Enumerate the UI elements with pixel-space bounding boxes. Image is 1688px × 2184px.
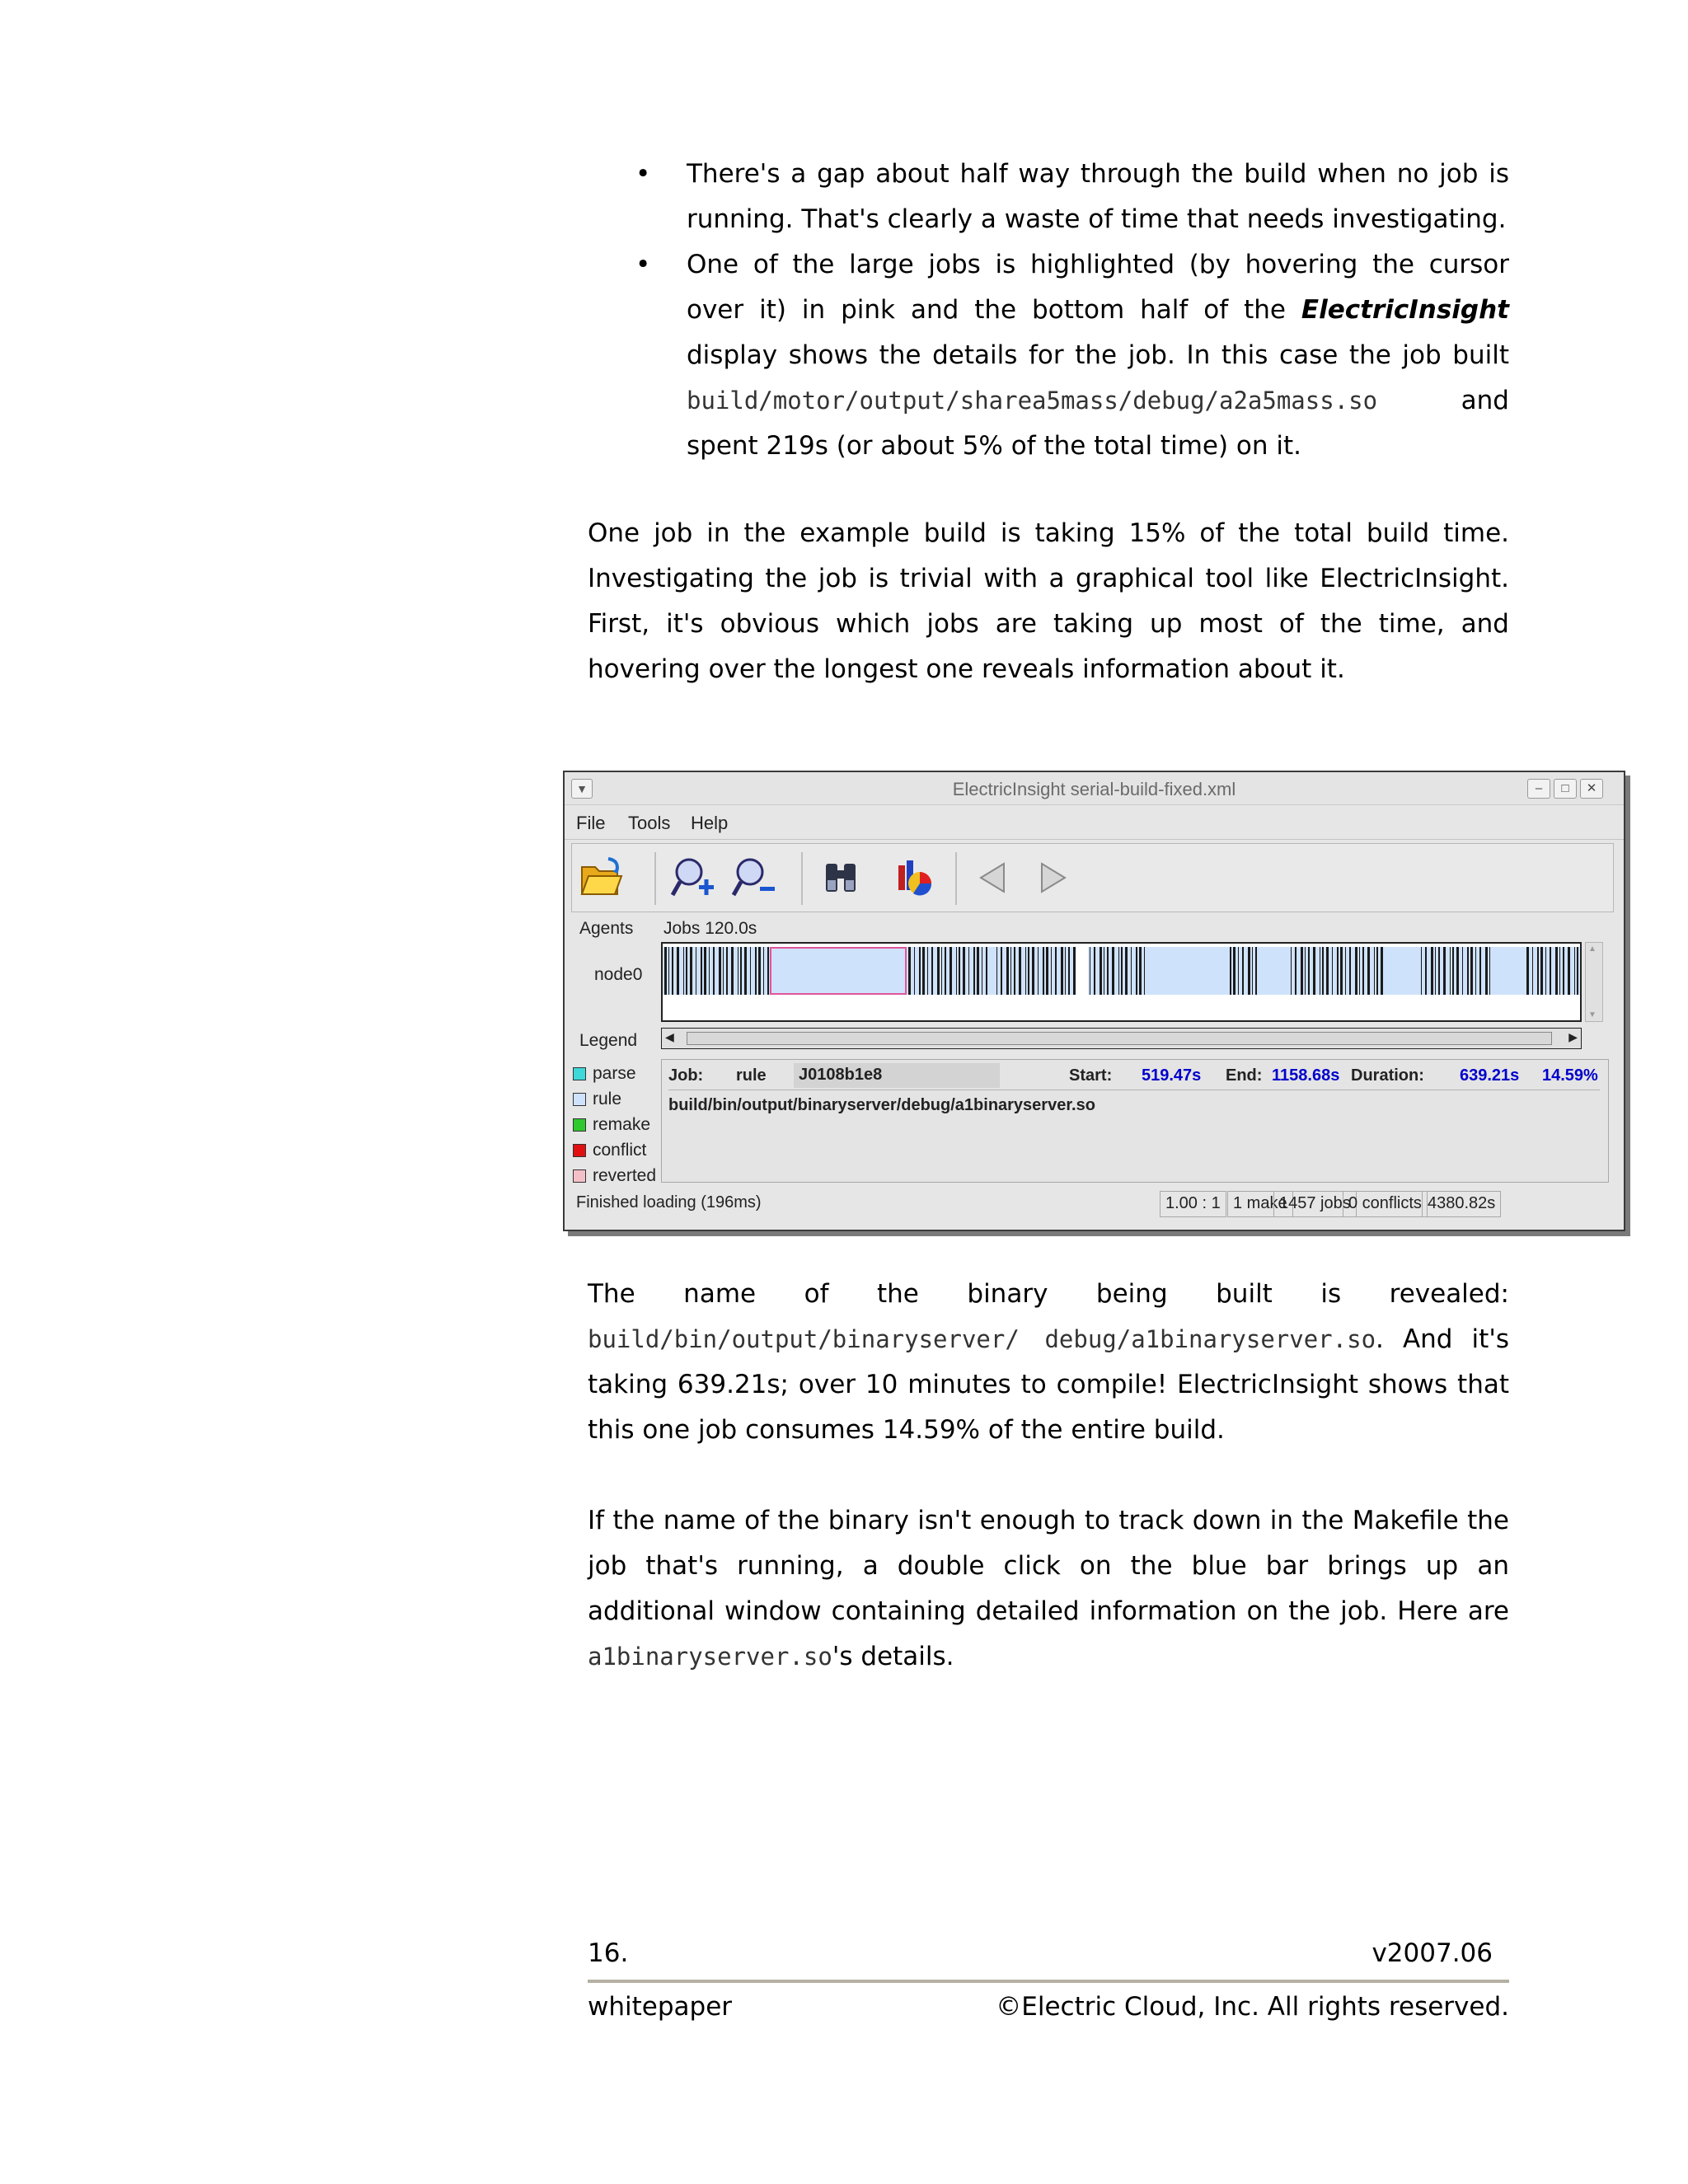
start-value: 519.47s xyxy=(1142,1066,1202,1085)
job-stripe xyxy=(1550,947,1551,995)
chart-icon[interactable] xyxy=(889,852,940,903)
page-number: 16. xyxy=(588,1938,629,1968)
node-label: node0 xyxy=(594,965,643,984)
job-stripe xyxy=(1326,947,1329,995)
bullet-list xyxy=(588,152,1509,469)
idle-gap xyxy=(1075,947,1088,995)
job-stripe xyxy=(677,947,679,995)
job-stripe xyxy=(1577,947,1578,995)
bullet-dot: • xyxy=(635,250,651,279)
bullet-text: One of the large jobs is highlighted (by hovering the cursor over it) in pink and the bottom half of the xyxy=(687,250,1509,325)
job-stripe xyxy=(1112,947,1114,995)
job-stripe xyxy=(1456,947,1459,995)
status-bar xyxy=(571,1191,1614,1221)
file-path: build/motor/output/sharea5mass/debug/a2a5mass.so xyxy=(687,387,1378,415)
legend-swatch xyxy=(573,1169,586,1183)
zoom-out-icon[interactable] xyxy=(729,852,780,903)
job-stripe xyxy=(709,947,710,995)
end-label: End: xyxy=(1226,1066,1263,1085)
paragraph-text: 's details. xyxy=(832,1642,954,1671)
job-stripe xyxy=(1238,947,1239,995)
job-stripe xyxy=(1051,947,1052,995)
job-stripe xyxy=(1470,947,1473,995)
job-stripe xyxy=(1252,947,1253,995)
status-message: Finished loading (196ms) xyxy=(576,1193,762,1212)
job-stripe xyxy=(950,947,952,995)
menu-help[interactable]: Help xyxy=(691,813,729,833)
job-stripe xyxy=(763,947,764,995)
job-details-panel xyxy=(661,1059,1609,1183)
job-stripe xyxy=(726,947,728,995)
paragraph xyxy=(588,1272,1509,1453)
job-label: Job: xyxy=(668,1066,704,1085)
close-icon[interactable]: ✕ xyxy=(1580,779,1603,799)
job-stripe xyxy=(704,947,706,995)
job-stripe xyxy=(664,947,667,995)
job-stripe xyxy=(1032,947,1034,995)
job-stripe xyxy=(1450,947,1451,995)
job-stripe xyxy=(1537,947,1539,995)
minimize-icon[interactable]: – xyxy=(1527,779,1550,799)
job-stripe xyxy=(1563,947,1564,995)
job-stripe xyxy=(1313,947,1315,995)
job-stripe xyxy=(1425,947,1427,995)
paragraph: One job in the example build is taking 15% of the total build time. Investigating the job is trivial with a graphical tool like ElectricInsight. First, it's obvious which jobs are taking up most of the time, and hovering over the longest one reveals information about it. xyxy=(588,518,1509,684)
job-stripe xyxy=(758,947,761,995)
conflict-count: 0 conflicts xyxy=(1343,1191,1428,1217)
window-menu-icon[interactable]: ▼ xyxy=(571,779,593,799)
job-stripe xyxy=(1555,947,1558,995)
job-stripe xyxy=(996,947,997,995)
job-stripe xyxy=(1545,947,1546,995)
job-stripe xyxy=(963,947,965,995)
footer-left-label: whitepaper xyxy=(588,1992,733,2022)
product-name: ElectricInsight xyxy=(1301,295,1509,325)
job-stripe xyxy=(1559,947,1560,995)
job-stripe xyxy=(1131,947,1132,995)
job-stripe xyxy=(1568,947,1570,995)
legend-label: Legend xyxy=(579,1031,638,1050)
job-stripe xyxy=(1381,947,1383,995)
scroll-right-icon[interactable]: ▶ xyxy=(1568,1030,1578,1043)
job-bar[interactable] xyxy=(770,947,907,995)
job-stripe xyxy=(945,947,946,995)
version-label: v2007.06 xyxy=(1372,1938,1493,1968)
job-stripe xyxy=(1443,947,1446,995)
job-stripe xyxy=(1028,947,1029,995)
job-stripe xyxy=(1019,947,1021,995)
job-stripe xyxy=(1485,947,1488,995)
job-stripe xyxy=(968,947,969,995)
job-stripe xyxy=(1065,947,1066,995)
job-stripe xyxy=(1355,947,1357,995)
window-title: ElectricInsight serial-build-fixed.xml xyxy=(952,779,1236,799)
job-stripe xyxy=(755,947,757,995)
job-stripe xyxy=(941,947,942,995)
job-stripe xyxy=(1376,947,1378,995)
job-stripe xyxy=(1230,947,1231,995)
job-stripe xyxy=(977,947,979,995)
job-stripe xyxy=(1038,947,1039,995)
paragraph xyxy=(588,1498,1509,1680)
job-stripe xyxy=(723,947,724,995)
job-stripe xyxy=(1046,947,1048,995)
job-stripe xyxy=(914,947,915,995)
job-stripe xyxy=(1332,947,1333,995)
back-arrow-icon[interactable] xyxy=(968,852,1019,903)
total-time: 4380.82s xyxy=(1422,1191,1501,1217)
job-stripe xyxy=(1055,947,1057,995)
job-stripe xyxy=(1359,947,1360,995)
bullet-item xyxy=(588,242,1509,469)
make-count: 1 make xyxy=(1227,1191,1293,1217)
paragraph-text: If the name of the binary isn't enough to track down in the Makefile the job that's running, a double click on the blue bar brings up an additional window containing detailed information on the job. Here are xyxy=(588,1506,1509,1626)
jobs-timeline[interactable] xyxy=(661,942,1582,1022)
job-stripe xyxy=(1475,947,1476,995)
job-stripe xyxy=(1301,947,1303,995)
job-stripe xyxy=(1255,947,1257,995)
job-stripe xyxy=(1367,947,1370,995)
job-stripe xyxy=(1291,947,1292,995)
job-stripe xyxy=(956,947,957,995)
paragraph-text: . And it's taking 639.21s; over 10 minutes to compile! ElectricInsight shows that this one job consumes 14.59% of the entire build. xyxy=(588,1324,1509,1445)
job-stripe xyxy=(1094,947,1095,995)
end-value: 1158.68s xyxy=(1272,1066,1340,1085)
job-stripe xyxy=(1010,947,1011,995)
job-stripe xyxy=(1139,947,1142,995)
legend-swatch xyxy=(573,1144,586,1157)
job-stripe xyxy=(731,947,734,995)
job-stripe xyxy=(1125,947,1128,995)
job-type: rule xyxy=(736,1066,767,1085)
job-stripe xyxy=(1068,947,1070,995)
job-stripe xyxy=(1014,947,1015,995)
vertical-scrollbar[interactable]: ▲ ▼ xyxy=(1585,942,1603,1022)
job-stripe xyxy=(1242,947,1244,995)
jobs-label: Jobs 120.0s xyxy=(663,919,757,938)
electricinsight-window: ▼ ElectricInsight serial-build-fixed.xml – □ ✕ File Tools Help Agents Jobs 120.0s node0 ▲ ▼ Legend ◀ ▶ parse rule remake conflict reverted Job: rule J0108b1e8 Start: 519.47s End: 1158.68s Duration: 639.21s 14.59% build/bin/output/binaryserver/debug/a1binaryserver.so Finished loading (196ms) 1.00 : 1 1 make 1457 jobs 0 conflicts 4380.82s xyxy=(563,771,1625,1231)
job-stripe xyxy=(1345,947,1346,995)
job-stripe xyxy=(1435,947,1436,995)
job-stripe xyxy=(1025,947,1026,995)
job-stripe xyxy=(1001,947,1002,995)
job-stripe xyxy=(719,947,721,995)
forward-arrow-icon[interactable] xyxy=(1027,852,1078,903)
bullet-item xyxy=(588,152,1509,242)
bullet-dot: • xyxy=(635,159,651,189)
bullet-text: There's a gap about half way through the build when no job is running. That's clearly a waste of time that needs investigating. xyxy=(687,159,1509,234)
job-stripe xyxy=(1438,947,1440,995)
scroll-left-icon[interactable]: ◀ xyxy=(665,1030,674,1043)
percent-value: 14.59% xyxy=(1542,1066,1598,1085)
toolbar xyxy=(571,843,1614,912)
job-stripe xyxy=(1295,947,1296,995)
job-stripe xyxy=(1452,947,1454,995)
maximize-icon[interactable]: □ xyxy=(1554,779,1577,799)
job-stripe xyxy=(1100,947,1102,995)
job-stripe xyxy=(1308,947,1310,995)
binoculars-icon[interactable] xyxy=(816,852,867,903)
job-stripe xyxy=(1136,947,1137,995)
job-stripe xyxy=(672,947,673,995)
bullet-text: and spent 219s (or about 5% of the total time) on it. xyxy=(687,386,1509,461)
job-stripe xyxy=(713,947,715,995)
legend-swatch xyxy=(573,1067,586,1080)
menu-bar xyxy=(565,805,1624,840)
job-stripe xyxy=(1248,947,1250,995)
job-stripe xyxy=(1107,947,1109,995)
zoom-in-icon[interactable] xyxy=(668,852,719,903)
job-stripe xyxy=(1421,947,1422,995)
job-stripe xyxy=(1322,947,1324,995)
job-stripe xyxy=(1489,947,1490,995)
bullet-text: display shows the details for the job. In this case the job built xyxy=(687,340,1509,370)
job-stripe xyxy=(1540,947,1543,995)
footer-divider xyxy=(588,1980,1509,1983)
job-stripe xyxy=(686,947,687,995)
job-stripe xyxy=(744,947,747,995)
job-id: J0108b1e8 xyxy=(794,1063,1000,1088)
job-stripe xyxy=(1526,947,1529,995)
job-stripe xyxy=(919,947,921,995)
copyright-label: ©Electric Cloud, Inc. All rights reserved. xyxy=(996,1992,1509,2022)
job-stripe xyxy=(908,947,911,995)
job-stripe xyxy=(1233,947,1236,995)
duration-label: Duration: xyxy=(1351,1066,1424,1085)
job-stripe xyxy=(1118,947,1119,995)
job-stripe xyxy=(1305,947,1306,995)
start-label: Start: xyxy=(1069,1066,1113,1085)
job-stripe xyxy=(1374,947,1375,995)
paragraph-text: The name of the binary being built is revealed: xyxy=(588,1279,1509,1309)
job-stripe xyxy=(927,947,928,995)
menu-file[interactable]: File xyxy=(576,813,606,833)
job-stripe xyxy=(1532,947,1533,995)
agents-label: Agents xyxy=(579,919,634,938)
job-stripe xyxy=(973,947,975,995)
job-stripe xyxy=(701,947,702,995)
job-stripe xyxy=(1479,947,1481,995)
scroll-thumb[interactable] xyxy=(687,1032,1552,1045)
job-stripe xyxy=(1462,947,1463,995)
job-count: 1457 jobs xyxy=(1273,1191,1357,1217)
job-stripe xyxy=(740,947,742,995)
job-path: build/bin/output/binaryserver/debug/a1binaryserver.so xyxy=(668,1096,1095,1114)
duration-value: 639.21s xyxy=(1460,1066,1520,1085)
title-bar xyxy=(565,772,1624,805)
zoom-level: 1.00 : 1 xyxy=(1160,1191,1226,1217)
job-stripe xyxy=(1340,947,1343,995)
job-stripe xyxy=(931,947,933,995)
job-stripe xyxy=(959,947,960,995)
job-stripe xyxy=(986,947,987,995)
job-stripe xyxy=(922,947,925,995)
job-stripe xyxy=(1121,947,1123,995)
job-stripe xyxy=(690,947,692,995)
horizontal-scrollbar[interactable] xyxy=(661,1028,1582,1049)
job-stripe xyxy=(1337,947,1339,995)
job-stripe xyxy=(683,947,684,995)
legend-swatch xyxy=(573,1093,586,1106)
job-stripe xyxy=(1073,947,1076,995)
job-stripe xyxy=(1061,947,1063,995)
job-stripe xyxy=(1144,947,1145,995)
job-stripe xyxy=(1362,947,1364,995)
job-stripe xyxy=(937,947,940,995)
job-stripe xyxy=(1006,947,1009,995)
job-stripe xyxy=(1431,947,1433,995)
open-folder-icon[interactable] xyxy=(575,852,626,903)
job-stripe xyxy=(1574,947,1575,995)
job-stripe xyxy=(1043,947,1044,995)
menu-tools[interactable]: Tools xyxy=(628,813,671,833)
job-stripe xyxy=(767,947,769,995)
job-stripe xyxy=(1349,947,1351,995)
job-stripe xyxy=(668,947,669,995)
job-stripe xyxy=(1467,947,1469,995)
job-stripe xyxy=(750,947,751,995)
file-path: build/bin/output/binaryserver/ debug/a1binaryserver.so xyxy=(588,1325,1376,1353)
legend-swatch xyxy=(573,1118,586,1132)
file-name: a1binaryserver.so xyxy=(588,1643,832,1671)
